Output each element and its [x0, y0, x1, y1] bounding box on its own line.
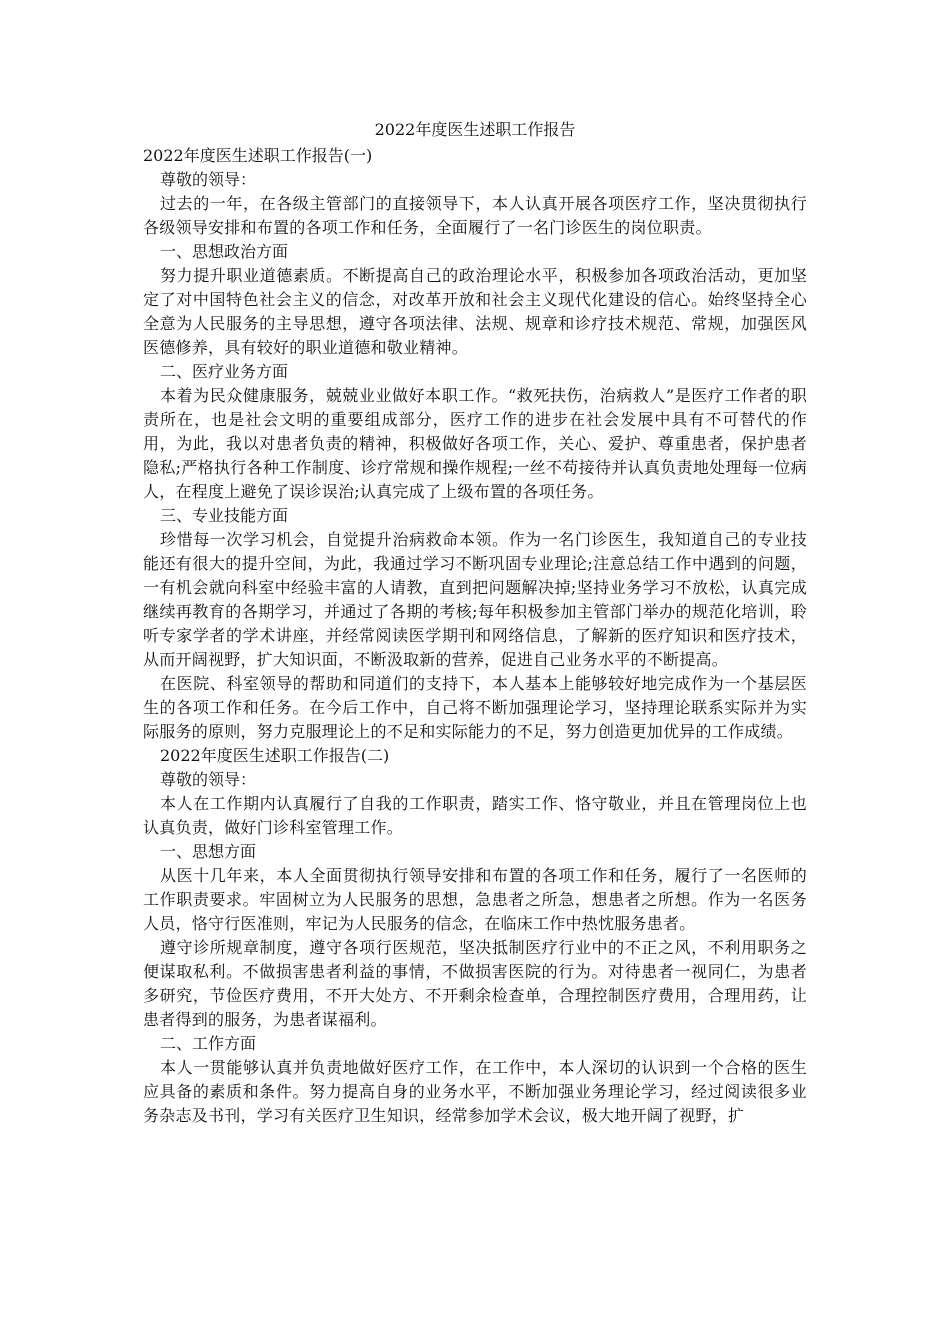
report-1-section-1-title: 一、思想政治方面 — [160, 242, 289, 261]
report-1-intro: 过去的一年，在各级主管部门的直接领导下，本人认真开展各项医疗工作，坚决贯彻执行各级领导安排和布置的各项工作和任务，全面履行了一名门诊医生的岗位职责。 — [143, 194, 807, 237]
report-1-salutation: 尊敬的领导： — [160, 170, 257, 189]
document-title: 2022年度医生述职工作报告 — [374, 120, 576, 139]
report-2-section-1-title: 一、思想方面 — [160, 842, 257, 861]
report-2-section-2-text: 本人一贯能够认真并负责地做好医疗工作，在工作中，本人深切的认识到一个合格的医生应具备的素质和条件。努力提高自身的业务水平，不断加强业务理论学习，经过阅读很多业务杂志及书刊，学习有关医疗卫生知识，经常参加学术会议，极大地开阔了视野，扩 — [143, 1058, 807, 1125]
report-1-section-2-title: 二、医疗业务方面 — [160, 362, 289, 381]
report-1-closing: 在医院、科室领导的帮助和同道们的支持下，本人基本上能够较好地完成作为一个基层医生的各项工作和任务。在今后工作中，自己将不断加强理论学习，坚持理论联系实际并为实际服务的原则，努力克服理论上的不足和实际能力的不足，努力创造更加优异的工作成绩。 — [143, 674, 807, 741]
report-2-section-2-title: 二、工作方面 — [160, 1034, 257, 1053]
document-page — [143, 118, 807, 1128]
report-2-section-1-text-a: 从医十几年来，本人全面贯彻执行领导安排和布置的各项工作和任务，履行了一名医师的工作职责要求。牢固树立为人民服务的思想，急患者之所急，想患者之所想。作为一名医务人员，恪守行医准则，牢记为人民服务的信念，在临床工作中热忱服务患者。 — [143, 866, 807, 933]
report-1-heading: 2022年度医生述职工作报告(一) — [143, 146, 373, 165]
report-1-section-3-title: 三、专业技能方面 — [160, 506, 289, 525]
report-1-section-3-text: 珍惜每一次学习机会，自觉提升治病救命本领。作为一名门诊医生，我知道自己的专业技能还有很大的提升空间，为此，我通过学习不断巩固专业理论;注意总结工作中遇到的问题，一有机会就向科室中经验丰富的人请教，直到把问题解决掉;坚持业务学习不放松，认真完成继续再教育的各期学习，并通过了各期的考核;每年积极参加主管部门举办的规范化培训，聆听专家学者的学术讲座，并经常阅读医学期刊和网络信息，了解新的医疗知识和医疗技术，从而开阔视野，扩大知识面，不断汲取新的营养，促进自己业务水平的不断提高。 — [143, 530, 807, 669]
report-1-section-2-text: 本着为民众健康服务，兢兢业业做好本职工作。“救死扶伤，治病救人”是医疗工作者的职责所在，也是社会文明的重要组成部分，医疗工作的进步在社会发展中具有不可替代的作用，为此，我以对患者负责的精神，积极做好各项工作，关心、爱护、尊重患者，保护患者隐私;严格执行各种工作制度、诊疗常规和操作规程;一丝不苟接待并认真负责地处理每一位病人，在程度上避免了误诊误治;认真完成了上级布置的各项任务。 — [143, 386, 807, 501]
report-1-section-1-text: 努力提升职业道德素质。不断提高自己的政治理论水平，积极参加各项政治活动，更加坚定了对中国特色社会主义的信念，对改革开放和社会主义现代化建设的信心。始终坚持全心全意为人民服务的主导思想，遵守各项法律、法规、规章和诊疗技术规范、常规，加强医风医德修养，具有较好的职业道德和敬业精神。 — [143, 266, 807, 357]
report-2-section-1-text-b: 遵守诊所规章制度，遵守各项行医规范，坚决抵制医疗行业中的不正之风，不利用职务之便谋取私利。不做损害患者利益的事情，不做损害医院的行为。对待患者一视同仁，为患者多研究，节俭医疗费用，不开大处方、不开剩余检查单，合理控制医疗费用，合理用药，让患者得到的服务，为患者谋福利。 — [143, 938, 807, 1029]
report-2-heading: 2022年度医生述职工作报告(二) — [160, 746, 390, 765]
report-2-salutation: 尊敬的领导： — [160, 770, 257, 789]
report-2-intro: 本人在工作期内认真履行了自我的工作职责，踏实工作、恪守敬业，并且在管理岗位上也认真负责，做好门诊科室管理工作。 — [143, 794, 807, 837]
